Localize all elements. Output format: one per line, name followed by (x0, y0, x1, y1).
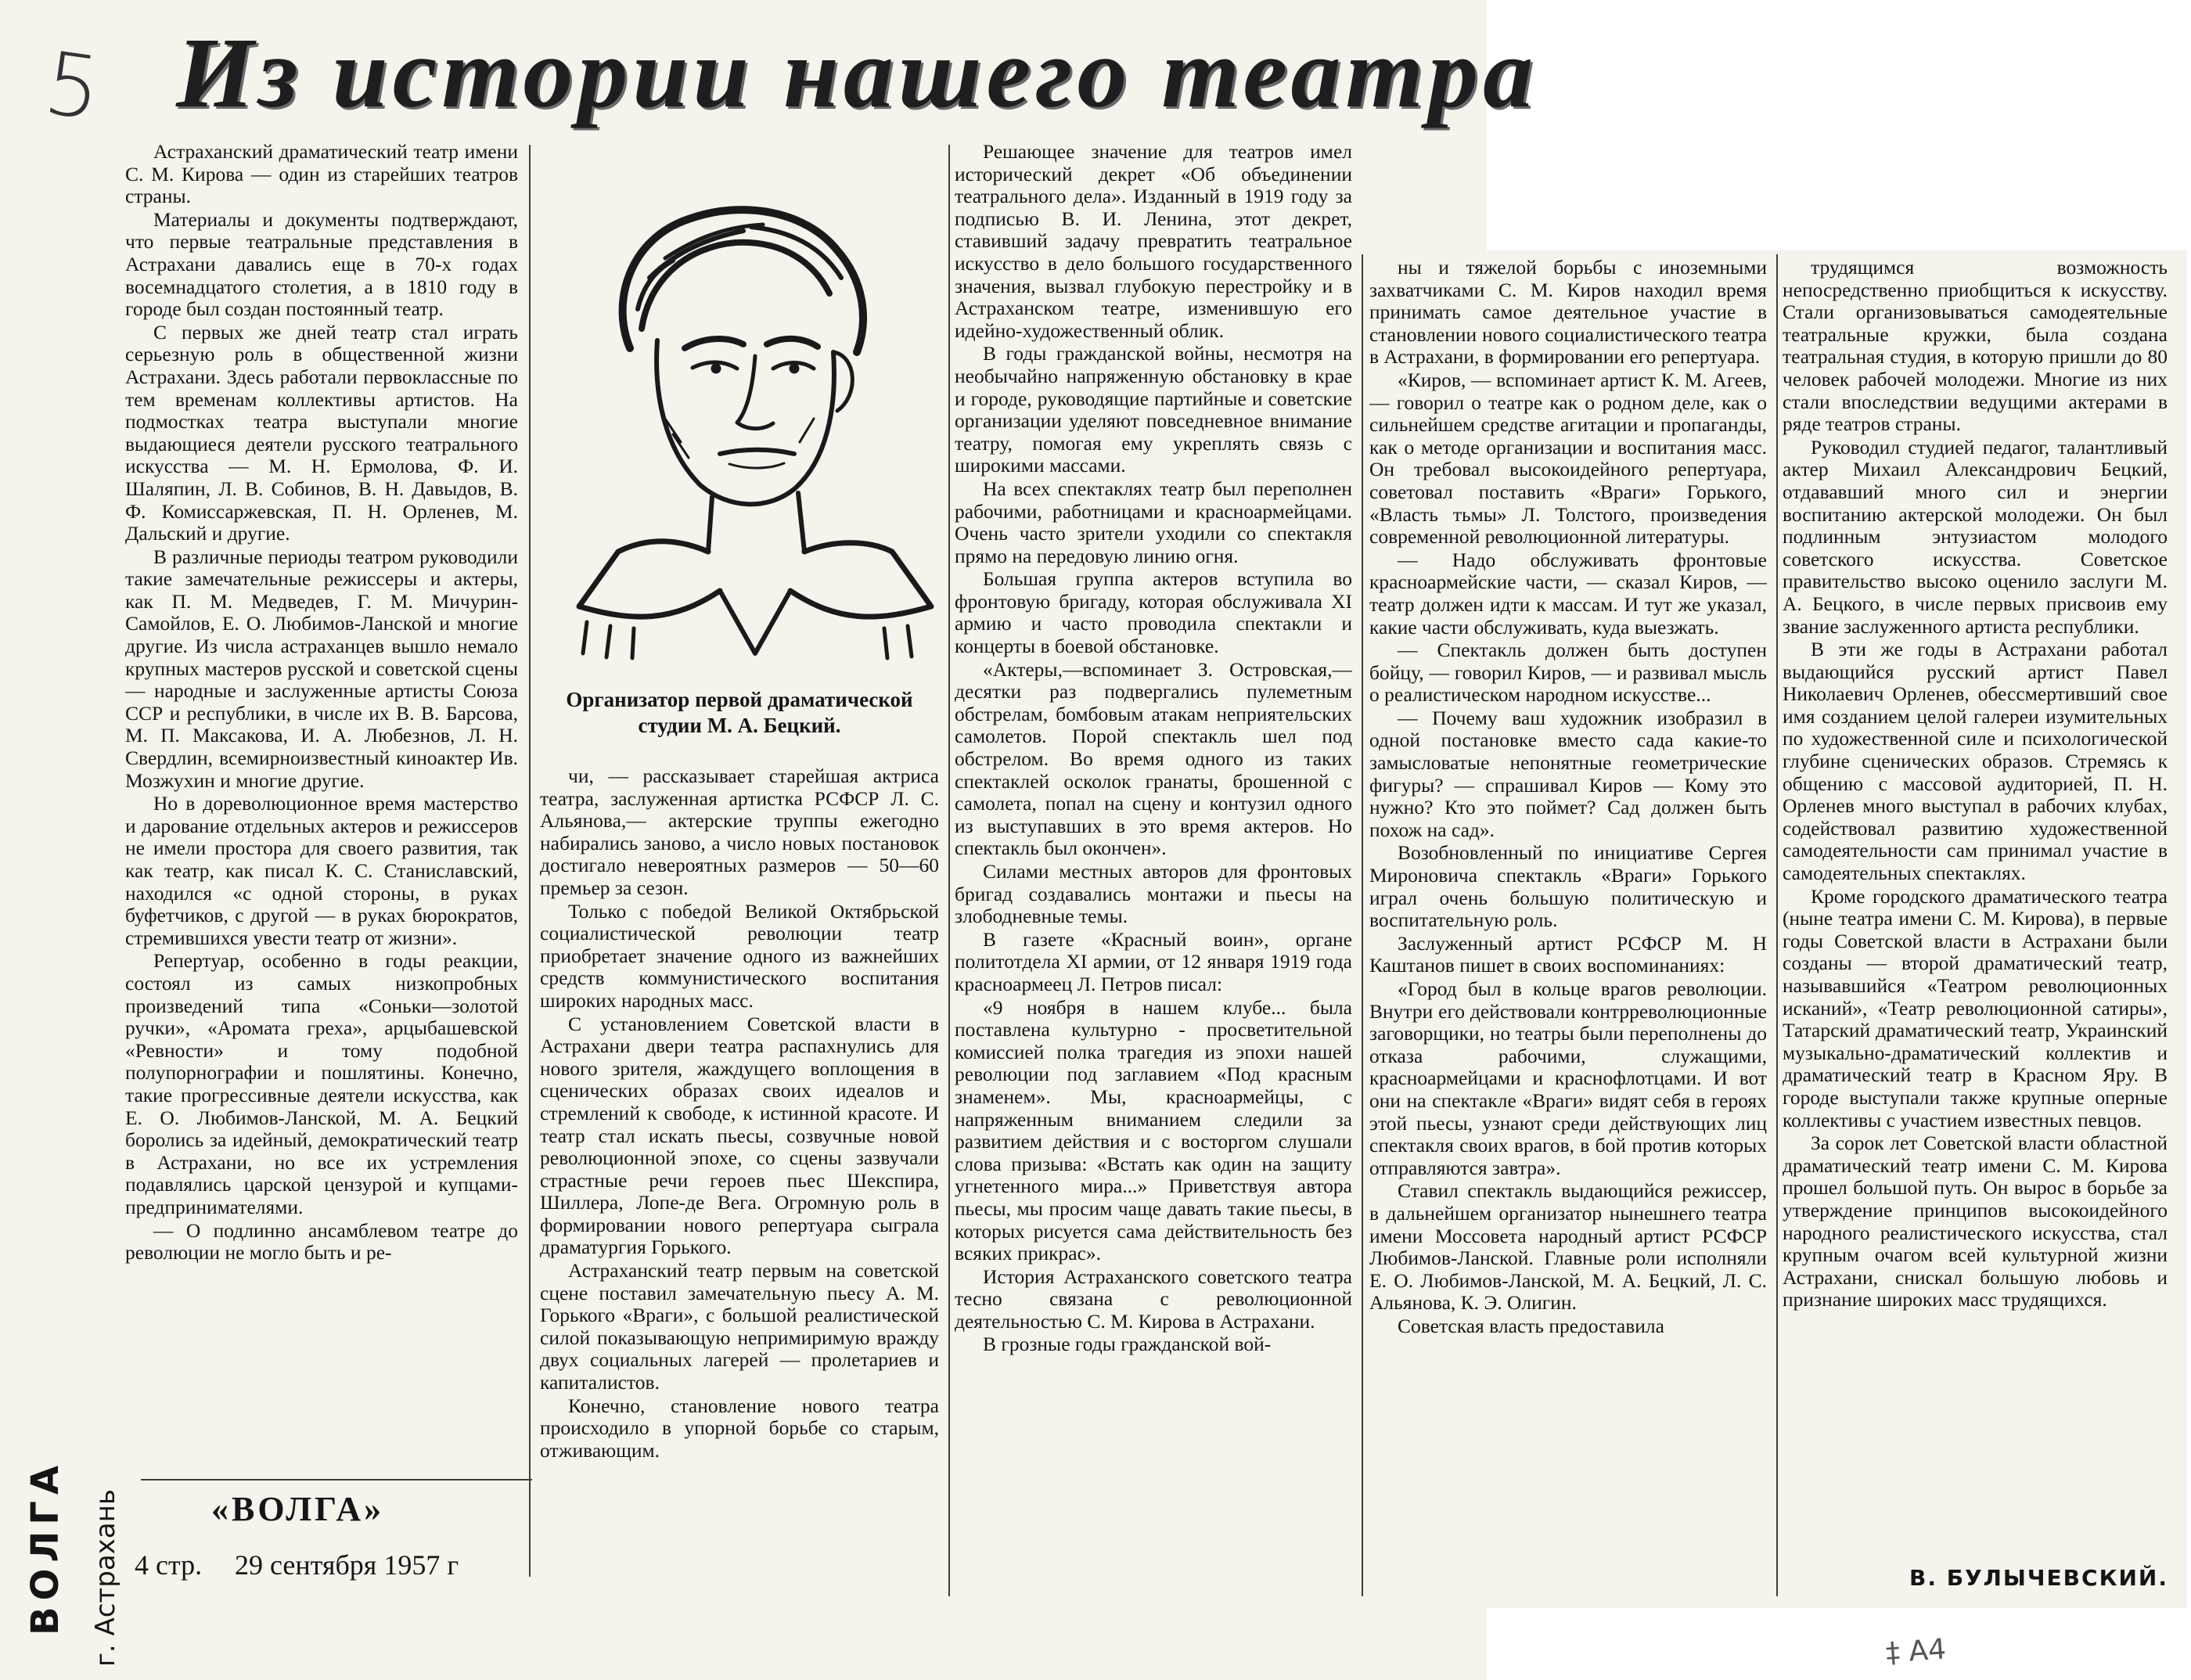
newspaper-masthead (135, 1483, 509, 1592)
author-byline: В. БУЛЫЧЕВСКИЙ. (1909, 1565, 2168, 1591)
paragraph: «9 ноября в нашем клубе... была поставлена культурно - просветительной комиссией полка трагедия из эпохи нашей революции под заглавием «Под красным знаменем». Мы, красноармейцы, с напряженным вниманием следили за развитием действия и с восторгом слушали слова призыва: «Встать как один на защиту угнетенного мира...» Приветствуя автора пьесы, мы просим чаще давать такие пьесы, в которых рисуется сама действительность без всяких прикрас». (955, 995, 1352, 1265)
column-rule (1362, 254, 1363, 1596)
paragraph: Силами местных авторов для фронтовых бригад создавались монтажи и пьесы на злободневные темы. (955, 860, 1352, 928)
paragraph: В эти же годы в Астрахани работал выдающийся русский артист Павел Николаевич Орленев, обессмертивший свое имя созданием целой галереи изумительных по художественной силе и психологической глубине сценических образов. Стремясь к общению с массовой аудиторией, П. Н. Орленев много выступал в рабочих клубах, содействовал развитию художественной самодеятельности сам принимал участие в самодеятельных спектаклях. (1783, 638, 2168, 885)
paragraph: С первых же дней театр стал играть серьезную роль в общественной жизни Астрахани. Здесь работали первоклассные по тем временам коллективы артистов. На подмостках театра выступали многие выдающиеся деятели русского театрального искусства — М. Н. Ермолова, Ф. И. Шаляпин, Л. В. Собинов, В. Н. Давыдов, В. Ф. Комиссаржевская, П. Н. Орленев, М. Дальский и другие. (125, 320, 518, 545)
paragraph: ны и тяжелой борьбы с иноземными захватчиками С. М. Киров находил время принимать самое деятельное участие в становлении нового социалистического театра в Астрахани, в формировании его репертуара. (1369, 257, 1767, 369)
paragraph: Руководил студией педагог, талантливый актер Михаил Александрович Бецкий, отдававший много сил и энергии воспитанию актерской молодежи. Он был подлинным энтузиастом молодого советского искусства. Советское правительство высоко оценило заслуги М. А. Бецкого, в числе первых присвоив ему звание заслуженного артиста республики. (1783, 435, 2168, 638)
paragraph: Решающее значение для театров имел исторический декрет «Об объединении театрального дела». Изданный в 1919 году за подписью В. И. Ленина, этот декрет, ставивший задачу превратить театральное искусство в дело большого государственного значения, вызвал глубокую перестройку и в Астраханском театре, изменившую его идейно-художественный облик. (955, 141, 1352, 342)
vertical-newspaper-stamp: ВОЛГА (23, 1459, 67, 1635)
handwritten-mark: 5 (38, 32, 107, 140)
paragraph: Астраханский театр первым на советской сцене поставил замечательную пьесу А. М. Горького «Враги», с большой реалистической силой показывающую непримиримую вражду двух социальных лагерей — пролетариев и капиталистов. (540, 1259, 939, 1394)
article-column-3 (955, 141, 1352, 1598)
paragraph: В годы гражданской войны, несмотря на необычайно напряженную обстановку в крае и городе, руководящие партийные и советские организации уделяют повседневное внимание театру, помогая ему укреплять связь с широкими массами. (955, 342, 1352, 477)
paragraph: — О подлинно ансамблевом театре до революции не могло быть и ре- (125, 1218, 518, 1264)
paragraph: Астраханский драматический театр имени С. М. Кирова — один из старейших театров страны. (125, 141, 518, 208)
paragraph: В грозные годы гражданской вой- (983, 1333, 1272, 1356)
paragraph: История Астраханского советского театра тесно связана с революционной деятельностью С. М. Кирова в Астрахани. (955, 1264, 1352, 1333)
article-column-1 (125, 141, 518, 1475)
paragraph: чи, — рассказывает старейшая актриса театра, заслуженная артистка РСФСР Л. С. Альянова,— актерские труппы ежегодно набирались заново, а число новых постановок достигало невероятных размеров — 50—60 премьер за сезон. (540, 765, 939, 899)
column-rule (1776, 254, 1778, 1596)
paragraph: «Город был в кольце врагов революции. Внутри его действовали контрреволюционные заговорщики, но театры были переполнены до отказа рабочими, служащими, красноармейцами и краснофлотцами. И вот они на спектакле «Враги» видят себя в героях этой пьесы, узнают среди действующих лиц спектакля своих врагов, в бой против которых отправляются завтра». (1369, 977, 1767, 1179)
paragraph: Советская власть предоставила (1398, 1314, 1664, 1337)
publication-date: 29 сентября 1957 г (235, 1549, 459, 1581)
article-column-4 (1369, 257, 1767, 1598)
paragraph: трудящимся возможность непосредственно приобщиться к искусству. Стали организовываться самодеятельные театральные кружки, была создана театральная студия, в которую пришли до 80 человек рабочей молодежи. Многие из них стали впоследствии ведущими актерами в ряде театров страны. (1783, 257, 2168, 436)
newspaper-name: «ВОЛГА» (211, 1490, 385, 1528)
article-headline: Из истории нашего театра (176, 17, 1538, 128)
paragraph: В различные периоды театром руководили такие замечательные режиссеры и актеры, как П. М. Медведев, Г. М. Мичурин-Самойлов, Е. О. Любимов-Ланской и многие другие. Из числа астраханцев вышло немало крупных мастеров русской и советской сцены — народные и заслуженные артисты Союза ССР и республики, в числе их В. В. Барсова, М. П. Максакова, И. А. Любезнов, Л. Н. Свердлин, всемирноизвестный киноактер Ив. Мозжухин и многие другие. (125, 545, 518, 792)
paragraph: В газете «Красный воин», органе политотдела XI армии, от 12 января 1919 года красноармеец Л. Петров писал: (955, 927, 1352, 995)
paragraph: Кроме городского драматического театра (ныне театра имени С. М. Кирова), в первые годы Советской власти в Астрахани были созданы — второй драматический театр, называвшийся «Театром революционных исканий», «Театр революционной сатиры», Татарский драматический театр, Украинский музыкально-драматический коллектив и драматический театр в Красном Яру. В городе выступали также крупные оперные коллективы с участием известных певцов. (1783, 884, 2168, 1131)
paragraph: За сорок лет Советской власти областной драматический театр имени С. М. Кирова прошел большой путь. Он вырос в борьбе за утверждение принципов высокоидейного народного реалистического искусства, стал крупным очагом всей культурной жизни Астрахани, снискал большую любовь и признание широких масс трудящихся. (1783, 1131, 2168, 1311)
paragraph: — Почему ваш художник изобразил в одной постановке вместо сада какие-то замысловатые непонятные геометрические фигуры? — спрашивал Киров — Кому это нужно? Кто это поймет? Сад должен быть похож на сад». (1369, 706, 1767, 841)
paragraph: «Киров, — вспоминает артист К. М. Агеев, — говорил о театре как о родном деле, как о сильнейшем средстве агитации и пропаганды, как о методе организации и воспитания масс. Он требовал высокоидейного репертуара, советовал поставить «Враги» Горького, «Власть тьмы» Л. Толстого, произведения современной революционной литературы. (1369, 368, 1767, 549)
page-number: 4 стр. (135, 1549, 203, 1581)
paragraph: — Надо обслуживать фронтовые красноармейские части, — сказал Киров, — театр должен идти к массам. И тут же указал, какие части обслуживать, куда выезжать. (1369, 548, 1767, 639)
vertical-city-stamp: г. Астрахань (90, 1489, 121, 1667)
paragraph: С установлением Советской власти в Астрахани двери театра распахнулись для нового зрителя, жаждущего воплощения в сценических образах своих идеалов и стремлений к свободе, к истинной красоте. И театр стал искать пьесы, созвучные новой революционной эпохе, со сцены зазвучали страстные речи героев пьес Шекспира, Шиллера, Лопе-де Вега. Огромную роль в формировании нового репертуара сыграла драматургия Горького. (540, 1012, 939, 1259)
article-column-5 (1783, 257, 2168, 1556)
masthead-rule (141, 1479, 532, 1480)
portrait-caption: Организатор первой драматической студии М. А. Бецкий. (566, 688, 913, 737)
archive-pencil-note: ‡ А4 (1884, 1633, 1948, 1670)
paragraph: Только с победой Великой Октябрьской социалистической революции театр приобретает значение одного из важнейших средств коммунистического воспитания широких народных масс. (540, 899, 939, 1012)
paragraph: — Спектакль должен быть доступен бойцу, — говорил Киров, — и развивал мысль о реалистическом народном искусстве... (1369, 639, 1767, 707)
paragraph: На всех спектаклях театр был переполнен рабочими, работницами и красноармейцами. Очень часто зрители уходили со спектакля прямо на передовую линию огня. (955, 477, 1352, 567)
paragraph: «Актеры,—вспоминает З. Островская,— десятки раз подвергались пулеметным обстрелам, бомбовым атакам неприятельских самолетов. Порой спектакль шел под обстрелом. Во время одного из таких спектаклей осколок гранаты, брошенной с самолета, попал на сцену и контузил одного из выступавших в это время актеров. Но спектакль был окончен». (955, 657, 1352, 860)
paragraph: Возобновленный по инициативе Сергея Мироновича спектакль «Враги» Горького играл очень большую политическую и воспитательную роль. (1369, 841, 1767, 932)
paragraph: Заслуженный артист РСФСР М. Н Каштанов пишет в своих воспоминаниях: (1369, 931, 1767, 977)
paragraph: Конечно, становление нового театра происходило в упорной борьбе со старым, отживающим. (540, 1394, 939, 1462)
paragraph: Но в дореволюционное время мастерство и дарование отдельных актеров и режиссеров не имели простора для своего развития, так как театр, как писал К. С. Станиславский, находился «с одной стороны, в руках буфетчиков, с другой — в руках бюрократов, стремившихся увести театр от жизни». (125, 792, 518, 949)
column-rule (948, 145, 950, 1596)
portrait-illustration (556, 184, 939, 661)
portrait-sketch (556, 184, 939, 661)
paragraph: Ставил спектакль выдающийся режиссер, в дальнейшем организатор нынешнего театра имени Моссовета народный артист РСФСР Любимов-Ланской. Главные роли исполняли Е. О. Любимов-Ланской, М. А. Бецкий, Л. С. Альянова, К. Э. Олигин. (1369, 1179, 1767, 1315)
paragraph: Репертуар, особенно в годы реакции, состоял из самых низкопробных произведений типа «Соньки—золотой ручки», «Аромата греха», арцыбашевской «Ревности» и тому подобной полупорнографии и пошлятины. Конечно, такие прогрессивные деятели искусства, как Е. О. Любимов-Ланской, М. А. Бецкий боролись за идейный, демократический театр в Астрахани, но все их устремления подавлялись царской цензурой и купцами-предпринимателями. (125, 949, 518, 1218)
column-rule (529, 145, 531, 1577)
paragraph: Большая группа актеров вступила во фронтовую бригаду, которая обслуживала XI армию и часто проводила спектакли и концерты в боевой обстановке. (955, 567, 1352, 658)
article-column-2 (540, 765, 939, 1591)
paragraph: Материалы и документы подтверждают, что первые театральные представления в Астрахани давались еще в 70-х годах восемнадцатого столетия, а в 1810 году в городе был создан постоянный театр. (125, 207, 518, 321)
